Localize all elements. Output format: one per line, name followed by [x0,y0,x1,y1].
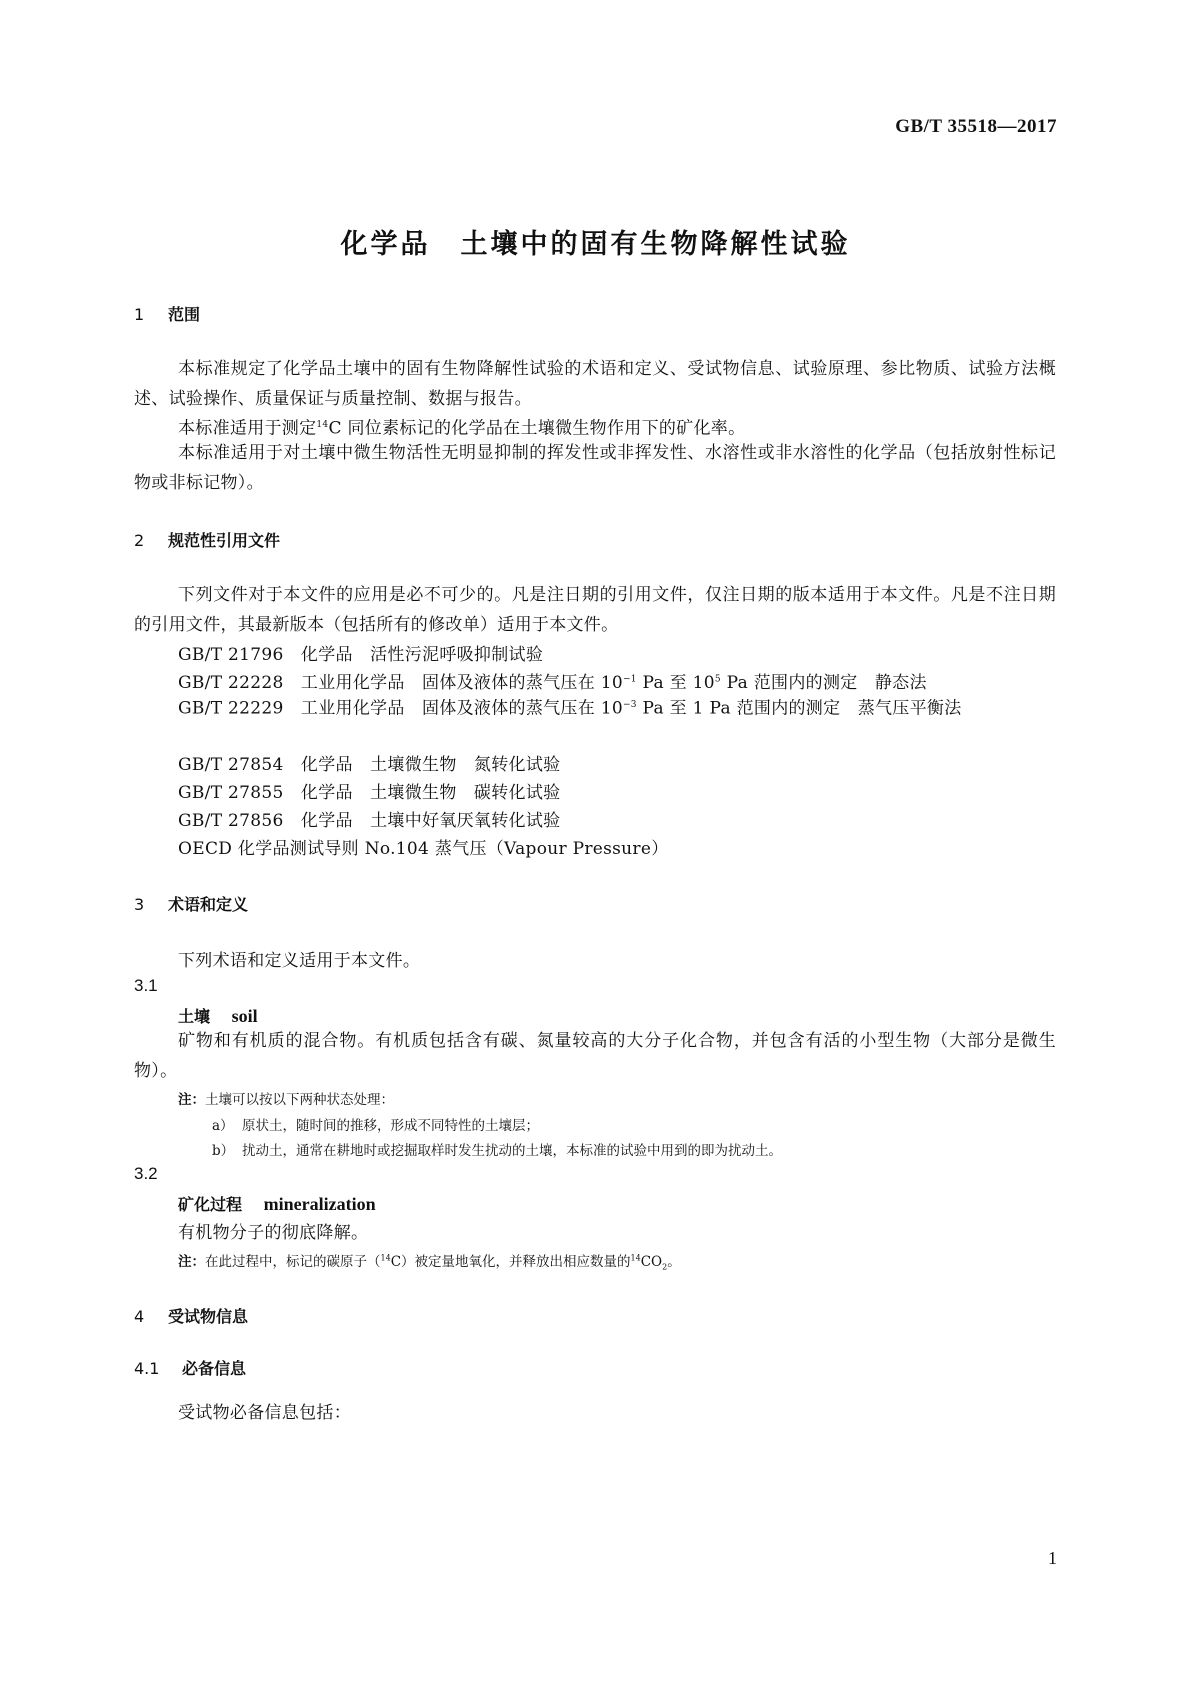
section-title: 规范性引用文件 [168,531,281,550]
term-heading [178,1004,258,1027]
note-list-item [212,1114,539,1134]
note-text: 。 [667,1254,681,1270]
superscript: 14 [380,1253,391,1263]
list-text: 扰动土，通常在耕地时或挖掘取样时发生扰动的土壤，本标准的试验中用到的即为扰动土。 [242,1143,782,1159]
section-2-heading [134,528,280,551]
section-4-heading [134,1304,248,1327]
reference-item: OECD 化学品测试导则 No.104 蒸气压（Vapour Pressure） [178,839,669,859]
note-list-item [212,1139,782,1159]
section-title: 受试物信息 [168,1307,249,1326]
list-label: a） [212,1118,234,1134]
required-info-intro: 受试物必备信息包括： [178,1403,351,1423]
section-number: 4 [134,1307,145,1326]
list-text: 原状土，随时间的推移，形成不同特性的土壤层； [242,1118,539,1134]
term-number: 3.1 [134,976,158,995]
standard-code: GB/T 35518—2017 [895,116,1057,137]
section-title: 必备信息 [182,1359,247,1378]
superscript: −3 [622,700,637,710]
section-title: 术语和定义 [168,895,249,914]
document-title: 化学品 土壤中的固有生物降解性试验 [340,229,851,260]
reference-item: GB/T 21796 化学品 活性污泥呼吸抑制试验 [178,645,544,665]
note-text: 在此过程中，标记的碳原子（ [205,1254,381,1270]
reference-item: GB/T 27855 化学品 土壤微生物 碳转化试验 [178,783,561,803]
superscript: 14 [630,1253,641,1263]
term-definition: 矿物和有机质的混合物。有机质包括含有碳、氮量较高的大分子化合物，并包含有活的小型生物（大部分是微生物）。 [134,1031,1056,1081]
term-note [178,1250,681,1272]
reference-text: GB/T 22229 工业用化学品 固体及液体的蒸气压在 10 [178,698,623,719]
term-number: 3.2 [134,1164,158,1183]
reference-text: GB/T 22228 工业用化学品 固体及液体的蒸气压在 10 [178,673,623,693]
term-heading [178,1192,376,1215]
page-number: 1 [1048,1548,1057,1568]
note-label: 注： [178,1092,205,1108]
term-en: soil [231,1006,258,1026]
term-zh: 土壤 [178,1007,211,1026]
scope-text: 本标准适用于测定 [178,418,317,439]
references-intro: 下列文件对于本文件的应用是必不可少的。凡是注日期的引用文件，仅注日期的版本适用于本文件。凡是不注日期的引用文件，其最新版本（包括所有的修改单）适用于本文件。 [134,585,1056,635]
scope-text: C 同位素标记的化学品在土壤微生物作用下的矿化率。 [328,418,746,439]
term-en: mineralization [263,1194,376,1214]
subscript: 2 [662,1262,668,1272]
scope-paragraph-1: 本标准规定了化学品土壤中的固有生物降解性试验的术语和定义、受试物信息、试验原理、参比物质、试验方法概述、试验操作、质量保证与质量控制、数据与报告。 [134,359,1056,409]
superscript: 14 [316,420,329,430]
reference-text: Pa 至 10 [636,673,715,693]
reference-item: GB/T 27854 化学品 土壤微生物 氮转化试验 [178,755,561,775]
reference-item [134,690,1056,724]
note-text: 土壤可以按以下两种状态处理： [205,1092,394,1108]
section-number: 3 [134,895,145,914]
term-zh: 矿化过程 [178,1195,243,1214]
reference-item: GB/T 27856 化学品 土壤中好氧厌氧转化试验 [178,811,561,831]
section-number: 1 [134,305,145,324]
terms-intro: 下列术语和定义适用于本文件。 [178,951,421,971]
superscript: 5 [714,674,721,685]
term-definition: 有机物分子的彻底降解。 [178,1223,369,1243]
note-text: CO [640,1254,663,1270]
list-label: b） [212,1143,235,1159]
reference-text: Pa 范围内的测定 静态法 [720,673,927,693]
section-1-heading [134,302,200,325]
section-3-heading [134,892,248,915]
note-label: 注： [178,1254,205,1270]
term-note [178,1088,394,1108]
note-text: C）被定量地氧化，并释放出相应数量的 [390,1254,631,1270]
section-number: 2 [134,531,145,550]
superscript: −1 [622,674,637,685]
section-title: 范围 [168,305,201,324]
section-number: 4.1 [134,1359,160,1378]
subsection-4-1-heading [134,1356,246,1379]
reference-text: Pa 至 1 Pa 范围内的测定 蒸气压平衡法 [636,698,962,719]
scope-paragraph-3: 本标准适用于对土壤中微生物活性无明显抑制的挥发性或非挥发性、水溶性或非水溶性的化学品（包括放射性标记物或非标记物）。 [134,443,1056,493]
